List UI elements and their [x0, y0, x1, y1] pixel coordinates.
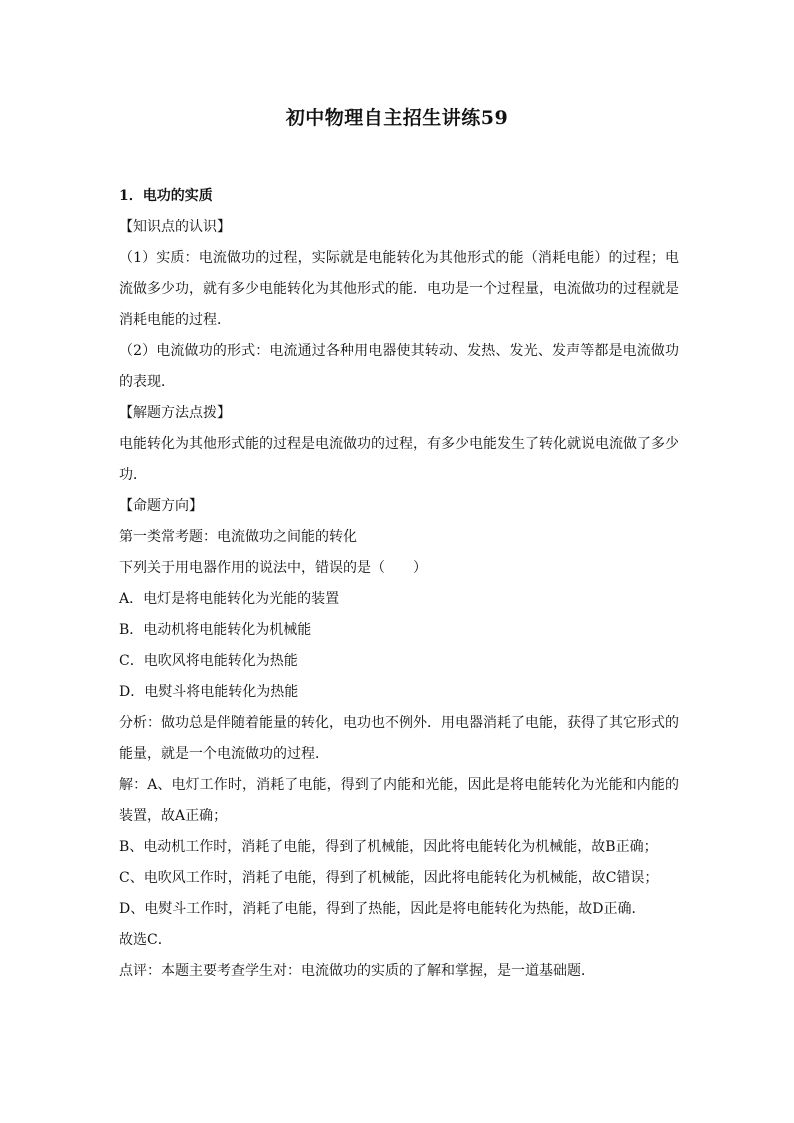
- page-title: 初中物理自主招生讲练59: [285, 107, 509, 129]
- question-type-line: 第一类常考题：电流做功之间能的转化: [119, 529, 357, 545]
- knowledge-paragraph-2: （2）电流做功的形式：电流通过各种用电器使其转动、发热、发光、发声等都是电流做功的表现．: [119, 343, 679, 390]
- question-stem: 下列关于用电器作用的说法中，错误的是（ ）: [119, 560, 427, 576]
- knowledge-heading: 【知识点的认识】: [119, 219, 231, 235]
- solution-line-1: 解：A、电灯工作时，消耗了电能，得到了内能和光能，因此是将电能转化为光能和内能的装置，故A正确；: [119, 777, 679, 824]
- option-a: A．电灯是将电能转化为光能的装置: [119, 591, 340, 607]
- knowledge-paragraph-1: （1）实质：电流做功的过程，实际就是电能转化为其他形式的能（消耗电能）的过程；电流做多少功，就有多少电能转化为其他形式的能．电功是一个过程量，电流做功的过程就是消耗电能的过程．: [119, 250, 679, 328]
- option-c: C．电吹风将电能转化为热能: [119, 653, 298, 669]
- solution-line-4: D、电熨斗工作时，消耗了电能，得到了热能，因此是将电能转化为热能，故D正确．: [119, 901, 646, 917]
- method-heading: 【解题方法点拨】: [119, 405, 231, 421]
- document-body: [119, 181, 679, 987]
- method-paragraph: 电能转化为其他形式能的过程是电流做功的过程，有多少电能发生了转化就说电流做了多少功．: [119, 436, 679, 483]
- comment-line: 点评：本题主要考查学生对：电流做功的实质的了解和掌握，是一道基础题．: [119, 963, 595, 979]
- option-b: B．电动机将电能转化为机械能: [119, 622, 312, 638]
- answer-line: 故选C．: [119, 932, 172, 948]
- solution-line-3: C、电吹风工作时，消耗了电能，得到了机械能，因此将电能转化为机械能，故C错误；: [119, 870, 659, 886]
- analysis-paragraph: 分析：做功总是伴随着能量的转化，电功也不例外．用电器消耗了电能，获得了其它形式的能量，就是一个电流做功的过程．: [119, 715, 679, 762]
- solution-line-2: B、电动机工作时，消耗了电能，得到了机械能，因此将电能转化为机械能，故B正确；: [119, 839, 658, 855]
- option-d: D．电熨斗将电能转化为热能: [119, 684, 299, 700]
- direction-heading: 【命题方向】: [119, 498, 203, 514]
- section-heading: 1．电功的实质: [119, 188, 213, 204]
